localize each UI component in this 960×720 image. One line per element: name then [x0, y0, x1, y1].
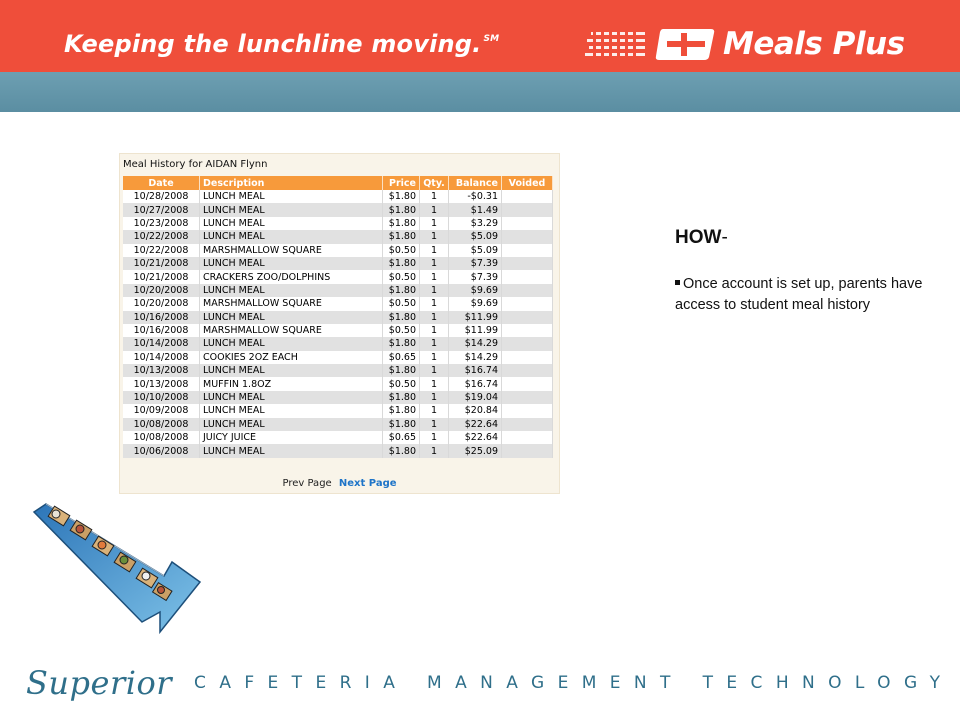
cell-voided [502, 404, 553, 417]
cell-qty: 1 [420, 351, 449, 364]
cell-qty: 1 [420, 284, 449, 297]
cell-price: $1.80 [383, 284, 420, 297]
meal-history-panel [119, 153, 560, 494]
cell-qty: 1 [420, 431, 449, 444]
cell-description: MARSHMALLOW SQUARE [200, 244, 383, 257]
cell-voided [502, 284, 553, 297]
cell-voided [502, 230, 553, 243]
column-header-voided[interactable]: Voided [502, 176, 553, 190]
cell-voided [502, 377, 553, 390]
cell-date: 10/23/2008 [123, 217, 200, 230]
cell-date: 10/22/2008 [123, 230, 200, 243]
next-page-link[interactable]: Next Page [338, 478, 397, 489]
cell-voided [502, 444, 553, 457]
cell-qty: 1 [420, 311, 449, 324]
cell-date: 10/10/2008 [123, 391, 200, 404]
table-row [123, 444, 553, 457]
meal-history-table [123, 176, 553, 458]
cell-balance: $9.69 [449, 284, 502, 297]
cell-price: $1.80 [383, 337, 420, 350]
table-row [123, 257, 553, 270]
table-row [123, 190, 553, 203]
header-banner [0, 0, 960, 72]
cell-qty: 1 [420, 337, 449, 350]
table-header-row [123, 176, 553, 190]
cell-qty: 1 [420, 364, 449, 377]
cell-price: $1.80 [383, 444, 420, 457]
pagination [120, 478, 559, 489]
cell-qty: 1 [420, 270, 449, 283]
cell-description: LUNCH MEAL [200, 337, 383, 350]
brand-name: Meals Plus [723, 26, 905, 62]
cell-voided [502, 337, 553, 350]
lunch-tray-arrow-illustration [30, 502, 205, 634]
cell-balance: $22.64 [449, 431, 502, 444]
cell-price: $1.80 [383, 364, 420, 377]
cell-qty: 1 [420, 190, 449, 203]
cell-voided [502, 311, 553, 324]
cell-voided [502, 391, 553, 404]
cell-date: 10/13/2008 [123, 377, 200, 390]
cell-date: 10/08/2008 [123, 431, 200, 444]
cell-date: 10/14/2008 [123, 337, 200, 350]
cell-balance: $5.09 [449, 230, 502, 243]
cell-description: LUNCH MEAL [200, 311, 383, 324]
cell-balance: $16.74 [449, 377, 502, 390]
cell-price: $1.80 [383, 190, 420, 203]
cell-price: $1.80 [383, 257, 420, 270]
cell-voided [502, 324, 553, 337]
cell-price: $0.50 [383, 377, 420, 390]
cell-qty: 1 [420, 203, 449, 216]
meal-history-rows [123, 190, 553, 458]
table-row [123, 311, 553, 324]
meal-history-title: Meal History for AIDAN Flynn [123, 159, 268, 170]
cell-balance: $22.64 [449, 418, 502, 431]
table-row [123, 297, 553, 310]
bullet-text: Once account is set up, parents have access to student meal history [675, 276, 923, 313]
cell-date: 10/09/2008 [123, 404, 200, 417]
cell-date: 10/06/2008 [123, 444, 200, 457]
cell-date: 10/08/2008 [123, 418, 200, 431]
table-row [123, 270, 553, 283]
header-stripe [0, 72, 960, 112]
table-row [123, 230, 553, 243]
cell-voided [502, 190, 553, 203]
table-row [123, 284, 553, 297]
cell-description: LUNCH MEAL [200, 391, 383, 404]
cell-balance: $7.39 [449, 257, 502, 270]
tagline [64, 30, 499, 58]
column-header-description[interactable]: Description [200, 176, 383, 190]
cell-balance: $14.29 [449, 351, 502, 364]
cell-date: 10/20/2008 [123, 284, 200, 297]
cell-description: LUNCH MEAL [200, 217, 383, 230]
cell-price: $1.80 [383, 404, 420, 417]
prev-page-label: Prev Page [282, 478, 332, 489]
cell-description: CRACKERS ZOO/DOLPHINS [200, 270, 383, 283]
cell-balance: $16.74 [449, 364, 502, 377]
cell-price: $0.50 [383, 270, 420, 283]
cell-balance: $14.29 [449, 337, 502, 350]
cell-balance: -$0.31 [449, 190, 502, 203]
cell-price: $1.80 [383, 418, 420, 431]
cell-qty: 1 [420, 297, 449, 310]
table-row [123, 244, 553, 257]
column-header-qty[interactable]: Qty. [420, 176, 449, 190]
cell-description: MARSHMALLOW SQUARE [200, 324, 383, 337]
cell-price: $1.80 [383, 230, 420, 243]
table-row [123, 324, 553, 337]
table-row [123, 337, 553, 350]
cell-description: LUNCH MEAL [200, 230, 383, 243]
column-header-date[interactable]: Date [123, 176, 200, 190]
cell-voided [502, 351, 553, 364]
cell-balance: $1.49 [449, 203, 502, 216]
cell-balance: $11.99 [449, 311, 502, 324]
brand-logo [585, 24, 905, 64]
service-mark: SM [483, 34, 500, 44]
table-row [123, 351, 553, 364]
tagline-text: Keeping the lunchline moving. [64, 30, 482, 58]
cell-qty: 1 [420, 257, 449, 270]
table-row [123, 431, 553, 444]
footer-tagline: CAFETERIA MANAGEMENT TECHNOLOGY [194, 673, 954, 693]
cell-description: COOKIES 2OZ EACH [200, 351, 383, 364]
table-row [123, 203, 553, 216]
footer-script-logo: Superior [26, 664, 173, 702]
cell-price: $0.65 [383, 431, 420, 444]
cell-date: 10/20/2008 [123, 297, 200, 310]
cell-qty: 1 [420, 377, 449, 390]
cell-price: $0.50 [383, 324, 420, 337]
cell-balance: $9.69 [449, 297, 502, 310]
cell-qty: 1 [420, 217, 449, 230]
column-header-price[interactable]: Price [383, 176, 420, 190]
cell-date: 10/28/2008 [123, 190, 200, 203]
cell-qty: 1 [420, 324, 449, 337]
cell-price: $1.80 [383, 217, 420, 230]
cell-price: $1.80 [383, 391, 420, 404]
cell-qty: 1 [420, 391, 449, 404]
cell-description: LUNCH MEAL [200, 364, 383, 377]
cell-date: 10/27/2008 [123, 203, 200, 216]
cell-description: MUFFIN 1.8OZ [200, 377, 383, 390]
table-row [123, 391, 553, 404]
cell-voided [502, 217, 553, 230]
cell-voided [502, 270, 553, 283]
cell-date: 10/16/2008 [123, 311, 200, 324]
table-row [123, 364, 553, 377]
cell-voided [502, 364, 553, 377]
table-row [123, 217, 553, 230]
cell-voided [502, 418, 553, 431]
cell-voided [502, 257, 553, 270]
cell-date: 10/21/2008 [123, 257, 200, 270]
cell-voided [502, 297, 553, 310]
cell-date: 10/14/2008 [123, 351, 200, 364]
cell-balance: $19.04 [449, 391, 502, 404]
cell-balance: $20.84 [449, 404, 502, 417]
cell-description: LUNCH MEAL [200, 444, 383, 457]
cell-price: $1.80 [383, 203, 420, 216]
cell-price: $0.50 [383, 297, 420, 310]
cell-date: 10/22/2008 [123, 244, 200, 257]
cell-date: 10/21/2008 [123, 270, 200, 283]
cell-description: LUNCH MEAL [200, 284, 383, 297]
meals-plus-badge-icon [655, 27, 715, 61]
table-row [123, 418, 553, 431]
cell-balance: $5.09 [449, 244, 502, 257]
cell-price: $0.50 [383, 244, 420, 257]
cell-qty: 1 [420, 244, 449, 257]
table-row [123, 377, 553, 390]
cell-voided [502, 203, 553, 216]
how-heading-text: HOW [675, 227, 722, 248]
cell-description: LUNCH MEAL [200, 190, 383, 203]
speed-lines-icon [585, 24, 651, 64]
cell-qty: 1 [420, 418, 449, 431]
cell-qty: 1 [420, 444, 449, 457]
how-heading-dash: - [721, 227, 728, 248]
cell-qty: 1 [420, 404, 449, 417]
cell-description: MARSHMALLOW SQUARE [200, 297, 383, 310]
cell-date: 10/13/2008 [123, 364, 200, 377]
footer [26, 664, 953, 702]
cell-price: $0.65 [383, 351, 420, 364]
cell-description: LUNCH MEAL [200, 404, 383, 417]
cell-balance: $3.29 [449, 217, 502, 230]
square-bullet-icon [675, 280, 680, 285]
cell-description: JUICY JUICE [200, 431, 383, 444]
table-row [123, 404, 553, 417]
cell-voided [502, 244, 553, 257]
cell-description: LUNCH MEAL [200, 418, 383, 431]
column-header-balance[interactable]: Balance [449, 176, 502, 190]
cell-qty: 1 [420, 230, 449, 243]
cell-voided [502, 431, 553, 444]
cell-description: LUNCH MEAL [200, 257, 383, 270]
cell-balance: $11.99 [449, 324, 502, 337]
cell-price: $1.80 [383, 311, 420, 324]
bullet-item [675, 274, 925, 316]
cell-date: 10/16/2008 [123, 324, 200, 337]
how-heading [675, 227, 728, 249]
cell-balance: $7.39 [449, 270, 502, 283]
cell-balance: $25.09 [449, 444, 502, 457]
cell-description: LUNCH MEAL [200, 203, 383, 216]
